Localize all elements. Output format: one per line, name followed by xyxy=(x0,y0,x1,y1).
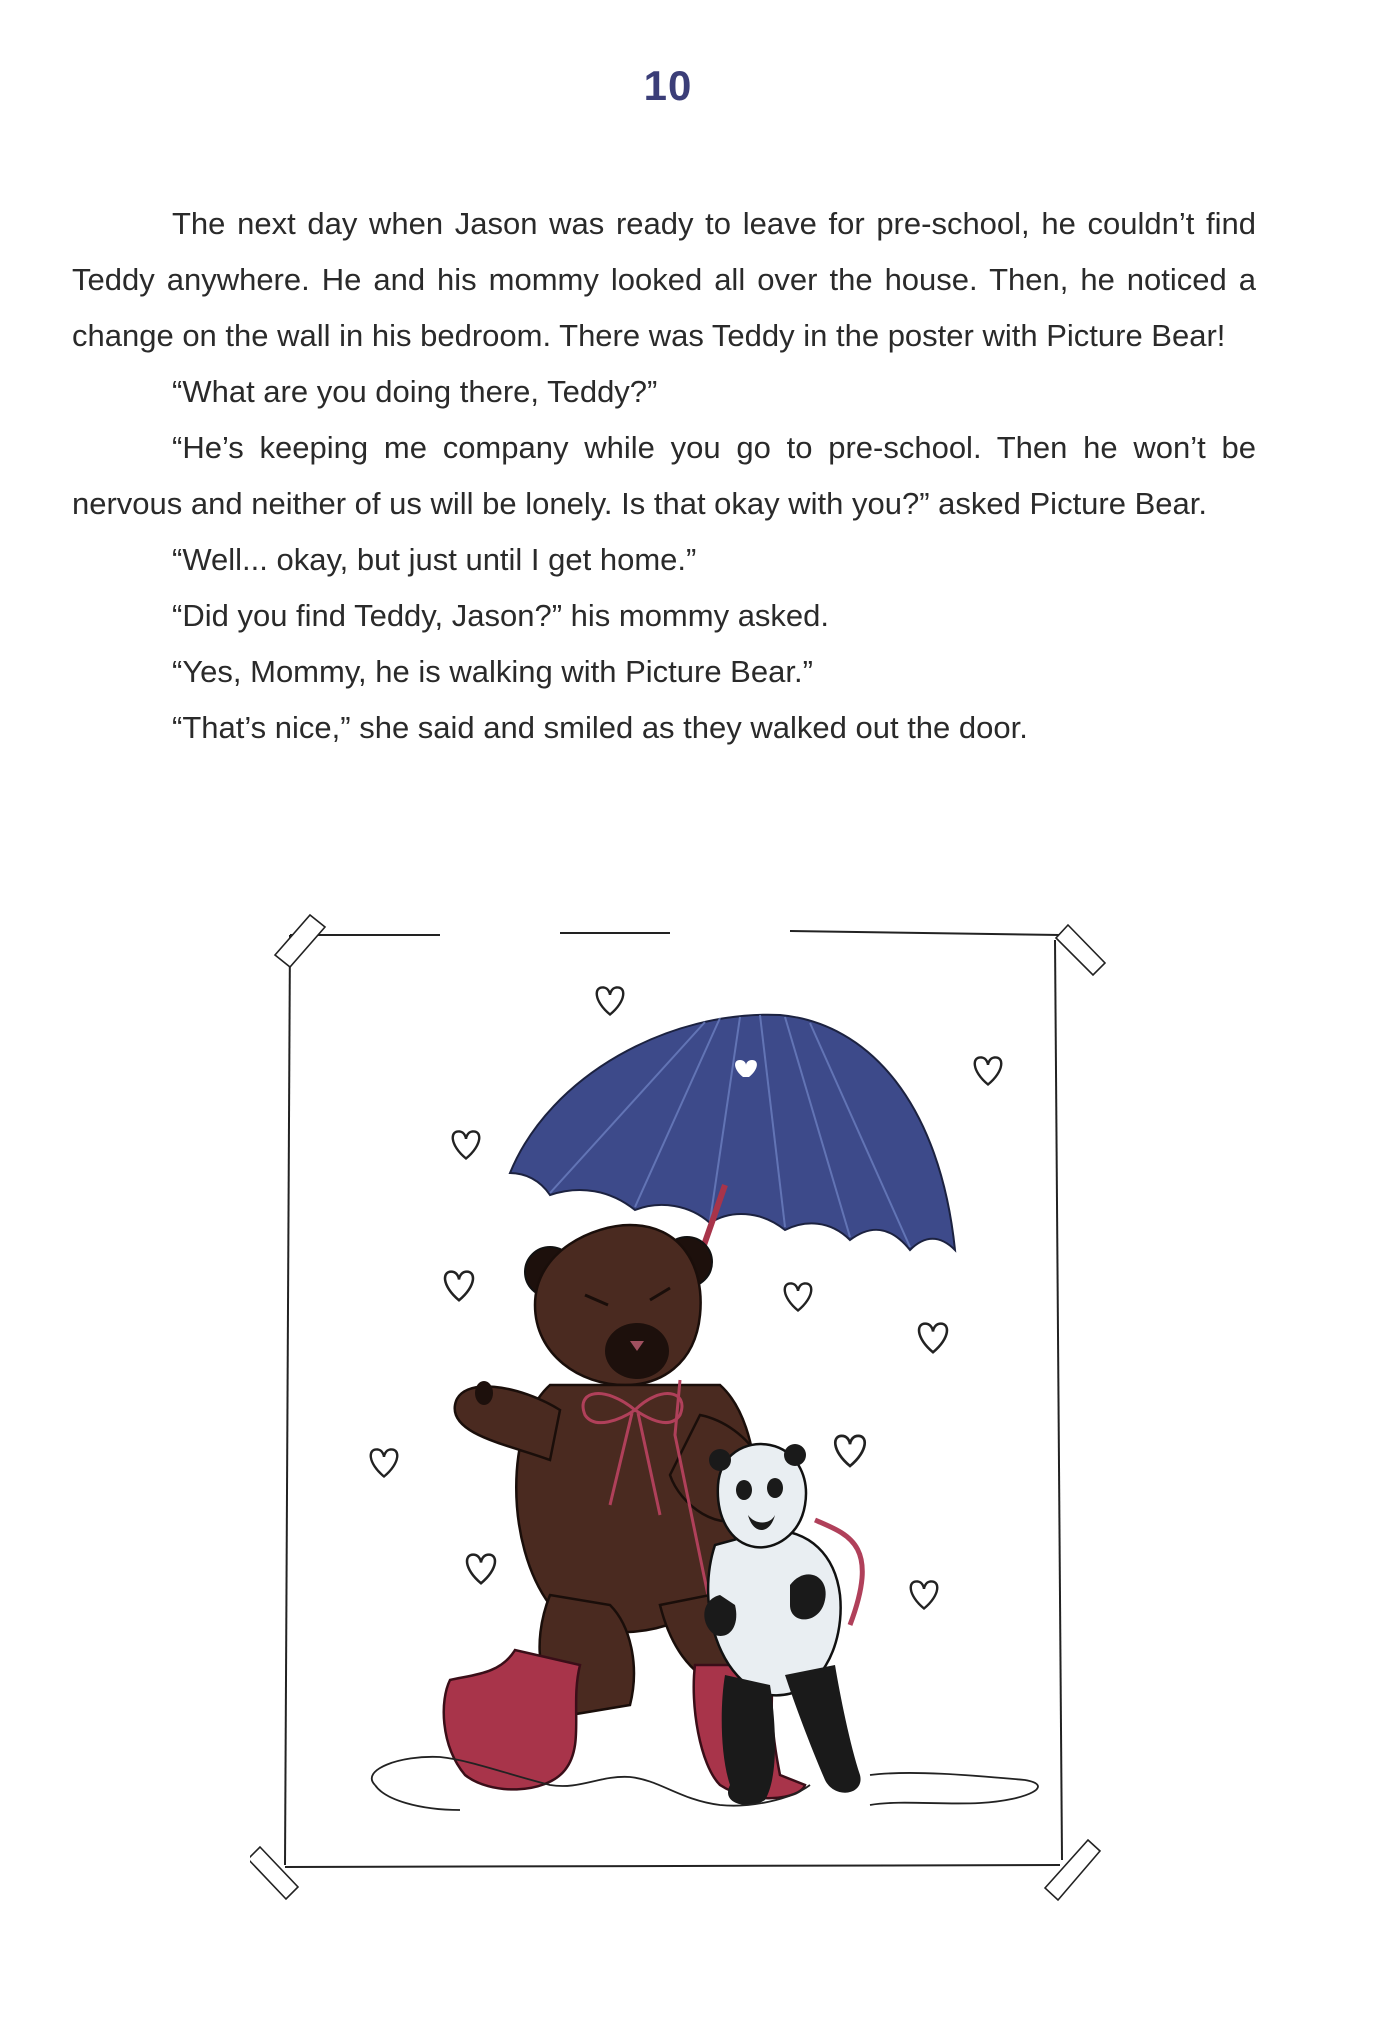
story-paragraph: “Did you find Teddy, Jason?” his mommy asked. xyxy=(172,598,830,633)
story-paragraph: “Yes, Mommy, he is walking with Picture Bear.” xyxy=(172,654,813,689)
story-text xyxy=(72,196,1256,756)
panda-toy xyxy=(704,1444,862,1805)
story-paragraph: The next day when Jason was ready to leave for pre-school, he couldn’t find Teddy anywhere. He and his mommy looked all over the house. Then, he noticed a change on the wall in his bedroom. There was Teddy in the poster with Picture Bear! xyxy=(72,206,1256,353)
page-number: 10 xyxy=(643,62,693,109)
story-paragraph: “He’s keeping me company while you go to pre-school. Then he won’t be nervous and neither of us will be lonely. Is that okay with you?” asked Picture Bear. xyxy=(72,430,1256,521)
story-paragraph: “Well... okay, but just until I get home.” xyxy=(172,542,697,577)
story-paragraph: “That’s nice,” she said and smiled as they walked out the door. xyxy=(172,710,1028,745)
story-paragraph: “What are you doing there, Teddy?” xyxy=(172,374,658,409)
poster-illustration xyxy=(250,905,1130,1905)
